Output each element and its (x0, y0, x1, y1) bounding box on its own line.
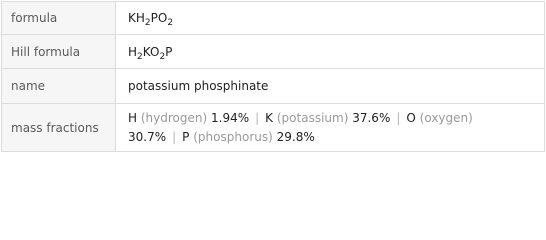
mass-fraction-item (128, 111, 249, 125)
element-symbol: P (182, 129, 190, 144)
formula-part: PO (150, 11, 168, 25)
element-symbol: O (406, 110, 416, 125)
mass-fractions-line-2 (128, 128, 544, 147)
formula-part: KH (128, 11, 145, 25)
separator: | (255, 110, 260, 125)
formula-value (116, 2, 545, 35)
mass-fractions-label: mass fractions (2, 104, 116, 152)
name-row (2, 69, 545, 104)
element-fraction: 30.7% (128, 129, 167, 144)
name-label: name (2, 69, 116, 104)
hill-formula-part: P (165, 44, 173, 59)
mass-fraction-item (265, 111, 390, 125)
separator: | (172, 129, 177, 144)
element-symbol: H (128, 110, 138, 125)
mass-fractions-line-1 (128, 109, 544, 128)
mass-fractions-value (116, 104, 545, 152)
mass-fraction-item (182, 130, 315, 144)
element-name: (phosphorus) (193, 129, 273, 144)
element-name: (oxygen) (419, 110, 473, 125)
mass-fractions-row (2, 104, 545, 152)
hill-formula-label: Hill formula (2, 35, 116, 69)
separator: | (396, 110, 401, 125)
formula-row (2, 2, 545, 35)
element-fraction: 1.94% (211, 110, 250, 125)
properties-table (1, 1, 545, 152)
hill-formula-part: H (128, 44, 138, 59)
hill-formula-subscript: 2 (159, 51, 166, 62)
hill-formula-row (2, 35, 545, 69)
formula-subscript: 2 (144, 18, 151, 28)
element-symbol: K (265, 110, 274, 125)
formula-subscript: 2 (167, 18, 174, 28)
hill-formula-subscript: 2 (137, 51, 143, 62)
mass-fraction-item (406, 111, 472, 125)
element-name: (potassium) (276, 110, 349, 125)
hill-formula-value (116, 35, 545, 69)
element-fraction: 29.8% (276, 129, 315, 144)
element-fraction: 37.6% (352, 110, 391, 125)
hill-formula-part: KO (142, 44, 160, 59)
name-value: potassium phosphinate (116, 69, 545, 104)
element-name: (hydrogen) (140, 110, 208, 125)
formula-label: formula (2, 2, 116, 35)
